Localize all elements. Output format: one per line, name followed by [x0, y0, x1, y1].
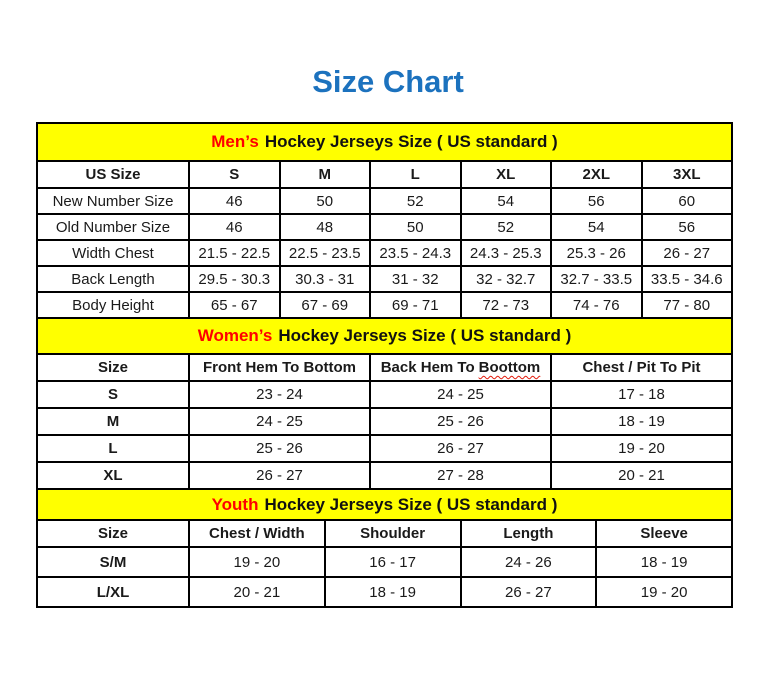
size-value-cell: 72 - 73: [461, 292, 552, 318]
header-size-s: S: [189, 161, 280, 188]
row-label-lxl: L/XL: [37, 577, 189, 607]
size-value-cell: 19 - 20: [551, 435, 732, 462]
size-value-cell: 56: [551, 188, 642, 214]
table-row: [37, 266, 732, 292]
size-value-cell: 18 - 19: [551, 408, 732, 435]
row-label-back-length: Back Length: [37, 266, 189, 292]
mens-size-table: [36, 160, 733, 319]
size-chart: [36, 122, 733, 608]
table-row: [37, 214, 732, 240]
womens-banner-highlight: Women’s: [197, 326, 273, 345]
size-value-cell: 50: [280, 188, 371, 214]
size-value-cell: 16 - 17: [325, 547, 461, 577]
size-value-cell: 54: [551, 214, 642, 240]
table-row: [37, 188, 732, 214]
size-value-cell: 18 - 19: [325, 577, 461, 607]
size-value-cell: 77 - 80: [642, 292, 733, 318]
mens-banner-text: Hockey Jerseys Size ( US standard ): [264, 132, 558, 151]
table-row: [37, 292, 732, 318]
size-value-cell: 46: [189, 188, 280, 214]
size-value-cell: 27 - 28: [370, 462, 551, 489]
header-size-xl: XL: [461, 161, 552, 188]
size-value-cell: 52: [461, 214, 552, 240]
row-label-sm: S/M: [37, 547, 189, 577]
row-label-old-number-size: Old Number Size: [37, 214, 189, 240]
youth-section-banner: [36, 488, 733, 521]
size-value-cell: 69 - 71: [370, 292, 461, 318]
size-value-cell: 21.5 - 22.5: [189, 240, 280, 266]
row-label-m: M: [37, 408, 189, 435]
size-value-cell: 54: [461, 188, 552, 214]
table-row: [37, 435, 732, 462]
size-value-cell: 25 - 26: [189, 435, 370, 462]
table-row: [37, 547, 732, 577]
size-value-cell: 24 - 26: [461, 547, 597, 577]
size-value-cell: 23 - 24: [189, 381, 370, 408]
size-value-cell: 46: [189, 214, 280, 240]
row-label-xl: XL: [37, 462, 189, 489]
page-title: Size Chart: [312, 64, 464, 99]
womens-banner-text: Hockey Jerseys Size ( US standard ): [278, 326, 572, 345]
table-row: [37, 577, 732, 607]
youth-banner-highlight: Youth: [211, 494, 259, 514]
size-value-cell: 18 - 19: [596, 547, 732, 577]
size-value-cell: 50: [370, 214, 461, 240]
header-size-m: M: [280, 161, 371, 188]
header-size-l: L: [370, 161, 461, 188]
size-value-cell: 23.5 - 24.3: [370, 240, 461, 266]
header-size-3xl: 3XL: [642, 161, 733, 188]
size-value-cell: 20 - 21: [189, 577, 325, 607]
header-back-hem: [370, 354, 551, 381]
table-row: [37, 381, 732, 408]
header-us-size: US Size: [37, 161, 189, 188]
header-chest-pit: Chest / Pit To Pit: [551, 354, 732, 381]
size-value-cell: 20 - 21: [551, 462, 732, 489]
mens-header-row: [37, 161, 732, 188]
row-label-width-chest: Width Chest: [37, 240, 189, 266]
size-value-cell: 31 - 32: [370, 266, 461, 292]
size-value-cell: 19 - 20: [189, 547, 325, 577]
womens-section-banner: [36, 317, 733, 355]
size-value-cell: 60: [642, 188, 733, 214]
mens-section-banner: [36, 122, 733, 162]
misspelled-word: Boottom: [478, 359, 541, 376]
row-label-body-height: Body Height: [37, 292, 189, 318]
header-size: Size: [37, 520, 189, 547]
size-value-cell: 67 - 69: [280, 292, 371, 318]
size-value-cell: 29.5 - 30.3: [189, 266, 280, 292]
size-value-cell: 24 - 25: [189, 408, 370, 435]
size-value-cell: 26 - 27: [370, 435, 551, 462]
size-value-cell: 32.7 - 33.5: [551, 266, 642, 292]
size-value-cell: 52: [370, 188, 461, 214]
row-label-new-number-size: New Number Size: [37, 188, 189, 214]
youth-banner-text: Hockey Jerseys Size ( US standard ): [264, 494, 558, 514]
size-value-cell: 30.3 - 31: [280, 266, 371, 292]
size-value-cell: 32 - 32.7: [461, 266, 552, 292]
header-sleeve: Sleeve: [596, 520, 732, 547]
size-value-cell: 25.3 - 26: [551, 240, 642, 266]
size-value-cell: 19 - 20: [596, 577, 732, 607]
row-label-s: S: [37, 381, 189, 408]
size-value-cell: 65 - 67: [189, 292, 280, 318]
size-value-cell: 25 - 26: [370, 408, 551, 435]
table-row: [37, 240, 732, 266]
size-value-cell: 17 - 18: [551, 381, 732, 408]
youth-header-row: [37, 520, 732, 547]
size-value-cell: 22.5 - 23.5: [280, 240, 371, 266]
row-label-l: L: [37, 435, 189, 462]
size-value-cell: 26 - 27: [189, 462, 370, 489]
size-value-cell: 56: [642, 214, 733, 240]
table-row: [37, 408, 732, 435]
size-value-cell: 26 - 27: [642, 240, 733, 266]
size-value-cell: 74 - 76: [551, 292, 642, 318]
header-size: Size: [37, 354, 189, 381]
size-value-cell: 24 - 25: [370, 381, 551, 408]
size-value-cell: 33.5 - 34.6: [642, 266, 733, 292]
header-size-2xl: 2XL: [551, 161, 642, 188]
womens-size-table: [36, 353, 733, 490]
table-row: [37, 462, 732, 489]
size-value-cell: 24.3 - 25.3: [461, 240, 552, 266]
youth-size-table: [36, 519, 733, 608]
size-value-cell: 48: [280, 214, 371, 240]
header-front-hem: Front Hem To Bottom: [189, 354, 370, 381]
womens-header-row: [37, 354, 732, 381]
size-value-cell: 26 - 27: [461, 577, 597, 607]
header-back-hem-text: Back Hem To: [380, 359, 475, 376]
header-shoulder: Shoulder: [325, 520, 461, 547]
header-length: Length: [461, 520, 597, 547]
mens-banner-highlight: Men’s: [211, 132, 259, 151]
header-chest-width: Chest / Width: [189, 520, 325, 547]
